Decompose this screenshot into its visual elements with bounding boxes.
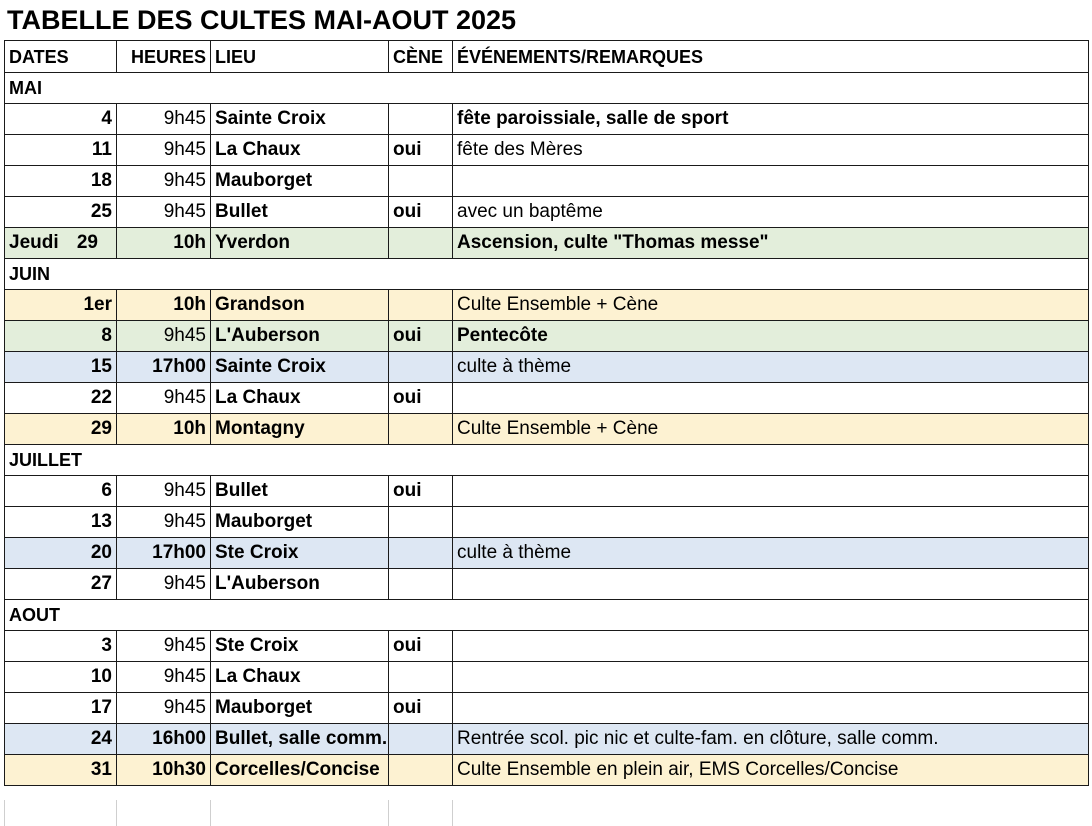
place-cell[interactable]: Sainte Croix <box>211 352 389 383</box>
month-empty-cell[interactable] <box>211 600 389 631</box>
time-cell[interactable]: 9h45 <box>117 693 211 724</box>
time-cell[interactable]: 10h <box>117 290 211 321</box>
cene-cell[interactable] <box>389 662 453 693</box>
time-cell[interactable]: 9h45 <box>117 104 211 135</box>
remark-cell[interactable] <box>453 383 1089 414</box>
cene-cell[interactable]: oui <box>389 476 453 507</box>
month-empty-cell[interactable] <box>389 73 453 104</box>
remark-cell[interactable]: Pentecôte <box>453 321 1089 352</box>
place-cell[interactable]: Corcelles/Concise <box>211 755 389 786</box>
date-value: 29 <box>76 232 98 253</box>
cene-cell[interactable]: oui <box>389 135 453 166</box>
place-cell[interactable]: Bullet <box>211 197 389 228</box>
worship-schedule-table <box>4 40 1089 786</box>
cene-cell[interactable] <box>389 569 453 600</box>
cene-cell[interactable]: oui <box>389 693 453 724</box>
place-cell[interactable]: Mauborget <box>211 507 389 538</box>
time-cell[interactable]: 9h45 <box>117 569 211 600</box>
remark-cell[interactable]: Culte Ensemble + Cène <box>453 290 1089 321</box>
place-cell[interactable]: Mauborget <box>211 166 389 197</box>
remark-cell[interactable]: Culte Ensemble + Cène <box>453 414 1089 445</box>
date-cell[interactable]: 3 <box>5 631 117 662</box>
place-cell[interactable]: La Chaux <box>211 135 389 166</box>
empty-grid-row <box>4 800 1088 826</box>
date-cell[interactable]: 18 <box>5 166 117 197</box>
table-row <box>5 755 1089 786</box>
month-empty-cell[interactable] <box>117 73 211 104</box>
remark-cell[interactable] <box>453 662 1089 693</box>
month-empty-cell[interactable] <box>211 73 389 104</box>
date-cell[interactable]: 8 <box>5 321 117 352</box>
date-cell[interactable]: 24 <box>5 724 117 755</box>
remark-cell[interactable] <box>453 507 1089 538</box>
month-row-juin <box>5 259 1089 290</box>
place-cell[interactable]: Bullet, salle comm. <box>211 724 389 755</box>
time-cell[interactable]: 10h <box>117 414 211 445</box>
table-row <box>5 414 1089 445</box>
place-cell[interactable]: Montagny <box>211 414 389 445</box>
month-label[interactable]: JUILLET <box>5 445 117 476</box>
cene-cell[interactable]: oui <box>389 321 453 352</box>
cene-cell[interactable]: oui <box>389 631 453 662</box>
place-cell[interactable]: Ste Croix <box>211 538 389 569</box>
remark-cell[interactable] <box>453 693 1089 724</box>
table-row <box>5 569 1089 600</box>
table-row <box>5 693 1089 724</box>
cene-cell[interactable]: oui <box>389 197 453 228</box>
month-empty-cell[interactable] <box>389 445 453 476</box>
place-cell[interactable]: Ste Croix <box>211 631 389 662</box>
month-empty-cell[interactable] <box>117 445 211 476</box>
cene-cell[interactable] <box>389 104 453 135</box>
month-row-mai <box>5 73 1089 104</box>
table-row <box>5 166 1089 197</box>
time-cell[interactable]: 9h45 <box>117 631 211 662</box>
grid-cell[interactable] <box>4 800 116 826</box>
remark-cell[interactable] <box>453 631 1089 662</box>
cene-cell[interactable] <box>389 166 453 197</box>
remark-cell[interactable]: fête paroissiale, salle de sport <box>453 104 1089 135</box>
table-row <box>5 321 1089 352</box>
month-row-juillet <box>5 445 1089 476</box>
date-cell[interactable]: 10 <box>5 662 117 693</box>
grid-cell[interactable] <box>116 800 210 826</box>
month-row-aout <box>5 600 1089 631</box>
time-cell[interactable]: 9h45 <box>117 662 211 693</box>
date-cell[interactable]: 29 <box>5 414 117 445</box>
time-cell[interactable]: 10h <box>117 228 211 259</box>
time-cell[interactable]: 10h30 <box>117 755 211 786</box>
date-cell[interactable]: 31 <box>5 755 117 786</box>
place-cell[interactable]: La Chaux <box>211 662 389 693</box>
cene-cell[interactable] <box>389 352 453 383</box>
cene-cell[interactable] <box>389 538 453 569</box>
month-empty-cell[interactable] <box>389 259 453 290</box>
table-row <box>5 228 1089 259</box>
header-dates[interactable]: DATES <box>5 41 117 73</box>
place-cell[interactable]: L'Auberson <box>211 321 389 352</box>
grid-cell[interactable] <box>452 800 1088 826</box>
remark-cell[interactable]: culte à thème <box>453 538 1089 569</box>
remark-cell[interactable]: avec un baptême <box>453 197 1089 228</box>
header-lieu[interactable]: LIEU <box>211 41 389 73</box>
time-cell[interactable]: 17h00 <box>117 538 211 569</box>
place-cell[interactable]: Mauborget <box>211 693 389 724</box>
month-label[interactable]: AOUT <box>5 600 117 631</box>
date-cell[interactable]: 11 <box>5 135 117 166</box>
time-cell[interactable]: 9h45 <box>117 321 211 352</box>
time-cell[interactable]: 9h45 <box>117 507 211 538</box>
place-cell[interactable]: Grandson <box>211 290 389 321</box>
remark-cell[interactable]: Culte Ensemble en plein air, EMS Corcelles/Concise <box>453 755 1089 786</box>
place-cell[interactable]: Yverdon <box>211 228 389 259</box>
month-label[interactable]: JUIN <box>5 259 117 290</box>
table-row <box>5 383 1089 414</box>
cene-cell[interactable] <box>389 507 453 538</box>
date-cell[interactable]: 1er <box>5 290 117 321</box>
month-empty-cell[interactable] <box>211 259 389 290</box>
date-cell[interactable]: 25 <box>5 197 117 228</box>
table-row <box>5 476 1089 507</box>
table-row <box>5 724 1089 755</box>
month-empty-cell[interactable] <box>453 259 1089 290</box>
remark-cell[interactable] <box>453 569 1089 600</box>
time-cell[interactable]: 17h00 <box>117 352 211 383</box>
month-empty-cell[interactable] <box>389 600 453 631</box>
date-cell[interactable]: 20 <box>5 538 117 569</box>
date-cell[interactable]: 13 <box>5 507 117 538</box>
remark-cell[interactable]: Rentrée scol. pic nic et culte-fam. en clôture, salle comm. <box>453 724 1089 755</box>
time-cell[interactable]: 9h45 <box>117 166 211 197</box>
table-row <box>5 290 1089 321</box>
remark-cell[interactable] <box>453 476 1089 507</box>
cene-cell[interactable] <box>389 290 453 321</box>
time-cell[interactable]: 9h45 <box>117 383 211 414</box>
place-cell[interactable]: La Chaux <box>211 383 389 414</box>
month-empty-cell[interactable] <box>453 73 1089 104</box>
place-cell[interactable]: Sainte Croix <box>211 104 389 135</box>
table-row <box>5 352 1089 383</box>
table-row <box>5 631 1089 662</box>
header-heures[interactable]: HEURES <box>117 41 211 73</box>
cene-cell[interactable] <box>389 228 453 259</box>
table-row <box>5 135 1089 166</box>
table-row <box>5 104 1089 135</box>
month-empty-cell[interactable] <box>117 600 211 631</box>
date-cell[interactable] <box>5 228 117 259</box>
date-cell[interactable]: 15 <box>5 352 117 383</box>
place-cell[interactable]: Bullet <box>211 476 389 507</box>
time-cell[interactable]: 16h00 <box>117 724 211 755</box>
month-empty-cell[interactable] <box>453 600 1089 631</box>
table-row <box>5 538 1089 569</box>
table-row <box>5 662 1089 693</box>
date-cell[interactable]: 4 <box>5 104 117 135</box>
weekday-label: Jeudi <box>9 232 59 253</box>
month-empty-cell[interactable] <box>117 259 211 290</box>
cene-cell[interactable] <box>389 724 453 755</box>
sheet-title: TABELLE DES CULTES MAI-AOUT 2025 <box>7 5 517 35</box>
time-cell[interactable]: 9h45 <box>117 135 211 166</box>
header-row <box>5 41 1089 73</box>
cene-cell[interactable] <box>389 755 453 786</box>
time-cell[interactable]: 9h45 <box>117 197 211 228</box>
date-cell[interactable]: 22 <box>5 383 117 414</box>
grid-cell[interactable] <box>388 800 452 826</box>
date-cell[interactable]: 27 <box>5 569 117 600</box>
cene-cell[interactable]: oui <box>389 383 453 414</box>
remark-cell[interactable] <box>453 166 1089 197</box>
date-cell[interactable]: 17 <box>5 693 117 724</box>
date-cell[interactable]: 6 <box>5 476 117 507</box>
remark-cell[interactable]: Ascension, culte "Thomas messe" <box>453 228 1089 259</box>
place-cell[interactable]: L'Auberson <box>211 569 389 600</box>
table-row <box>5 507 1089 538</box>
time-cell[interactable]: 9h45 <box>117 476 211 507</box>
remark-cell[interactable]: fête des Mères <box>453 135 1089 166</box>
month-empty-cell[interactable] <box>211 445 389 476</box>
header-remarques[interactable]: ÉVÉNEMENTS/REMARQUES <box>453 41 1089 73</box>
cene-cell[interactable] <box>389 414 453 445</box>
month-label[interactable]: MAI <box>5 73 117 104</box>
table-row <box>5 197 1089 228</box>
header-cene[interactable]: CÈNE <box>389 41 453 73</box>
month-empty-cell[interactable] <box>453 445 1089 476</box>
remark-cell[interactable]: culte à thème <box>453 352 1089 383</box>
grid-cell[interactable] <box>210 800 388 826</box>
